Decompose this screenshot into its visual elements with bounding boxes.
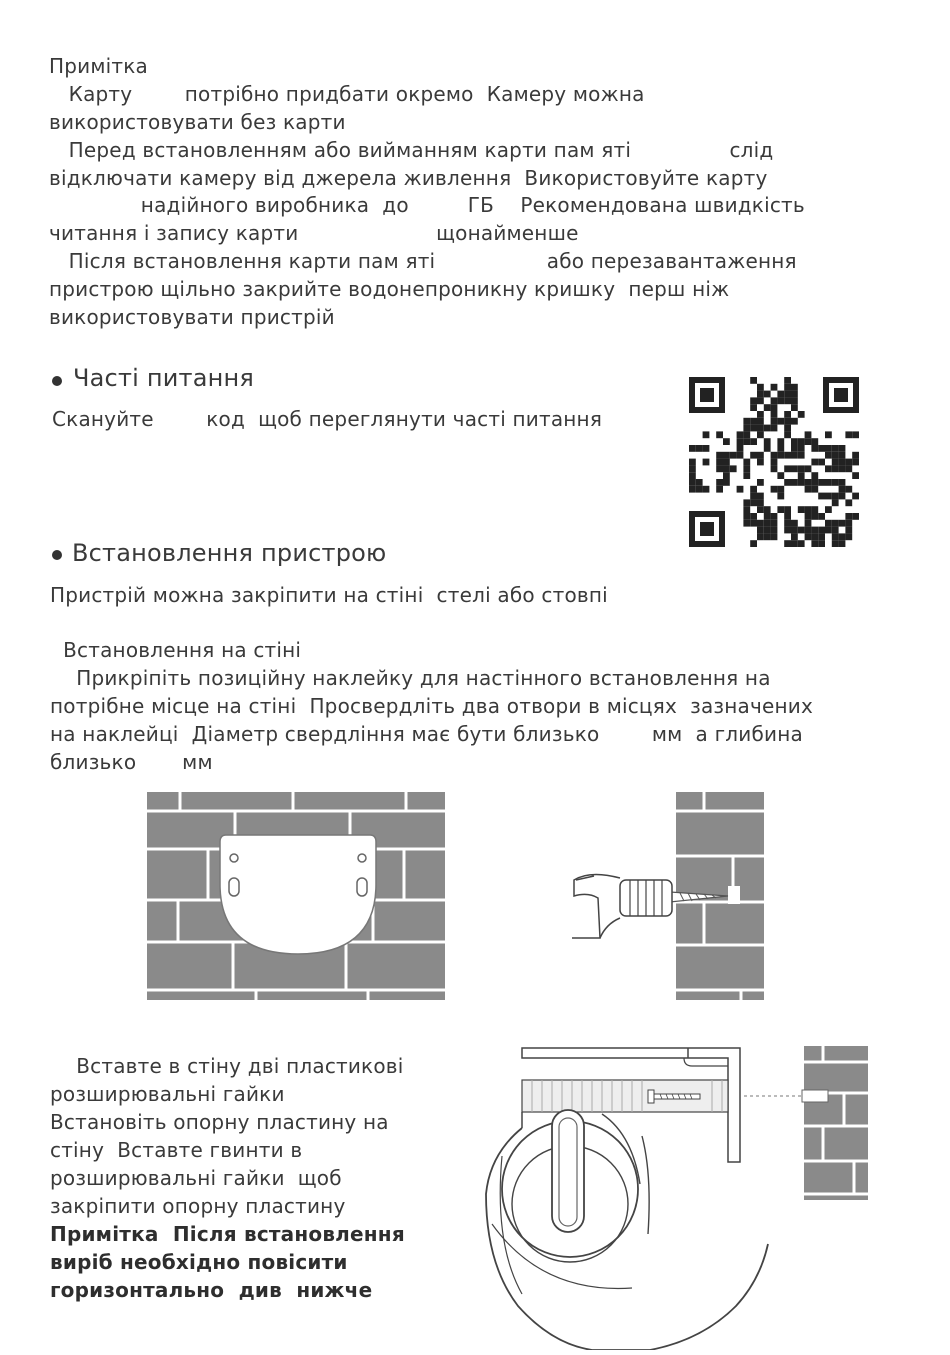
faq-heading: Часті питання <box>73 364 255 392</box>
wall-line: Прикріпіть позиційну наклейку для настінного встановлення на <box>50 666 771 690</box>
anchor-line: розширювальні гайки <box>50 1082 285 1106</box>
note-line: Після встановлення карти пам яті або перезавантаження <box>49 249 797 273</box>
note-line: відключати камеру від джерела живлення Використовуйте карту <box>49 166 768 190</box>
anchor-line: розширювальні гайки щоб <box>50 1166 342 1190</box>
note-title: Примітка <box>49 54 148 78</box>
note-line: Перед встановленням або вийманням карти пам яті слід <box>49 138 774 162</box>
note-line: надійного виробника до ГБ Рекомендована швидкість <box>49 193 805 217</box>
qr-code-icon[interactable] <box>689 377 859 547</box>
bullet-icon <box>52 376 62 386</box>
anchor-line: стіну Вставте гвинти в <box>50 1138 303 1162</box>
wall-install-title: Встановлення на стіні <box>50 638 302 662</box>
wall-line: на наклейці Діаметр свердління має бути близько мм а глибина <box>50 722 803 746</box>
bullet-icon <box>52 550 62 560</box>
note-line: використовувати пристрій <box>49 305 335 329</box>
note-line: Карту потрібно придбати окремо Камеру можна <box>49 82 645 106</box>
wall-line: близько мм <box>50 750 213 774</box>
anchor-line: закріпити опорну пластину <box>50 1194 346 1218</box>
note-line: читання і запису карти щонайменше <box>49 221 579 245</box>
camera-mount-illustration <box>482 1044 870 1350</box>
anchor-line: Встановіть опорну пластину на <box>50 1110 389 1134</box>
install-heading: Встановлення пристрою <box>72 539 387 567</box>
install-intro: Пристрій можна закріпити на стіні стелі або стовпі <box>50 583 608 607</box>
anchor-line: Вставте в стіну дві пластикові <box>50 1054 404 1078</box>
wall-sticker-illustration <box>147 792 445 1000</box>
anchor-note-line: горизонтально див нижче <box>50 1278 373 1302</box>
anchor-note-line: Примітка Після встановлення <box>50 1222 405 1246</box>
note-line: пристрою щільно закрийте водонепроникну кришку перш ніж <box>49 277 730 301</box>
anchor-note-line: виріб необхідно повісити <box>50 1250 348 1274</box>
wall-line: потрібне місце на стіні Просвердліть два отвори в місцях зазначених <box>50 694 814 718</box>
note-line: використовувати без карти <box>49 110 346 134</box>
drill-illustration <box>570 792 764 1000</box>
faq-scan-text: Сканyйте код щоб переглянути часті питання <box>52 407 603 431</box>
